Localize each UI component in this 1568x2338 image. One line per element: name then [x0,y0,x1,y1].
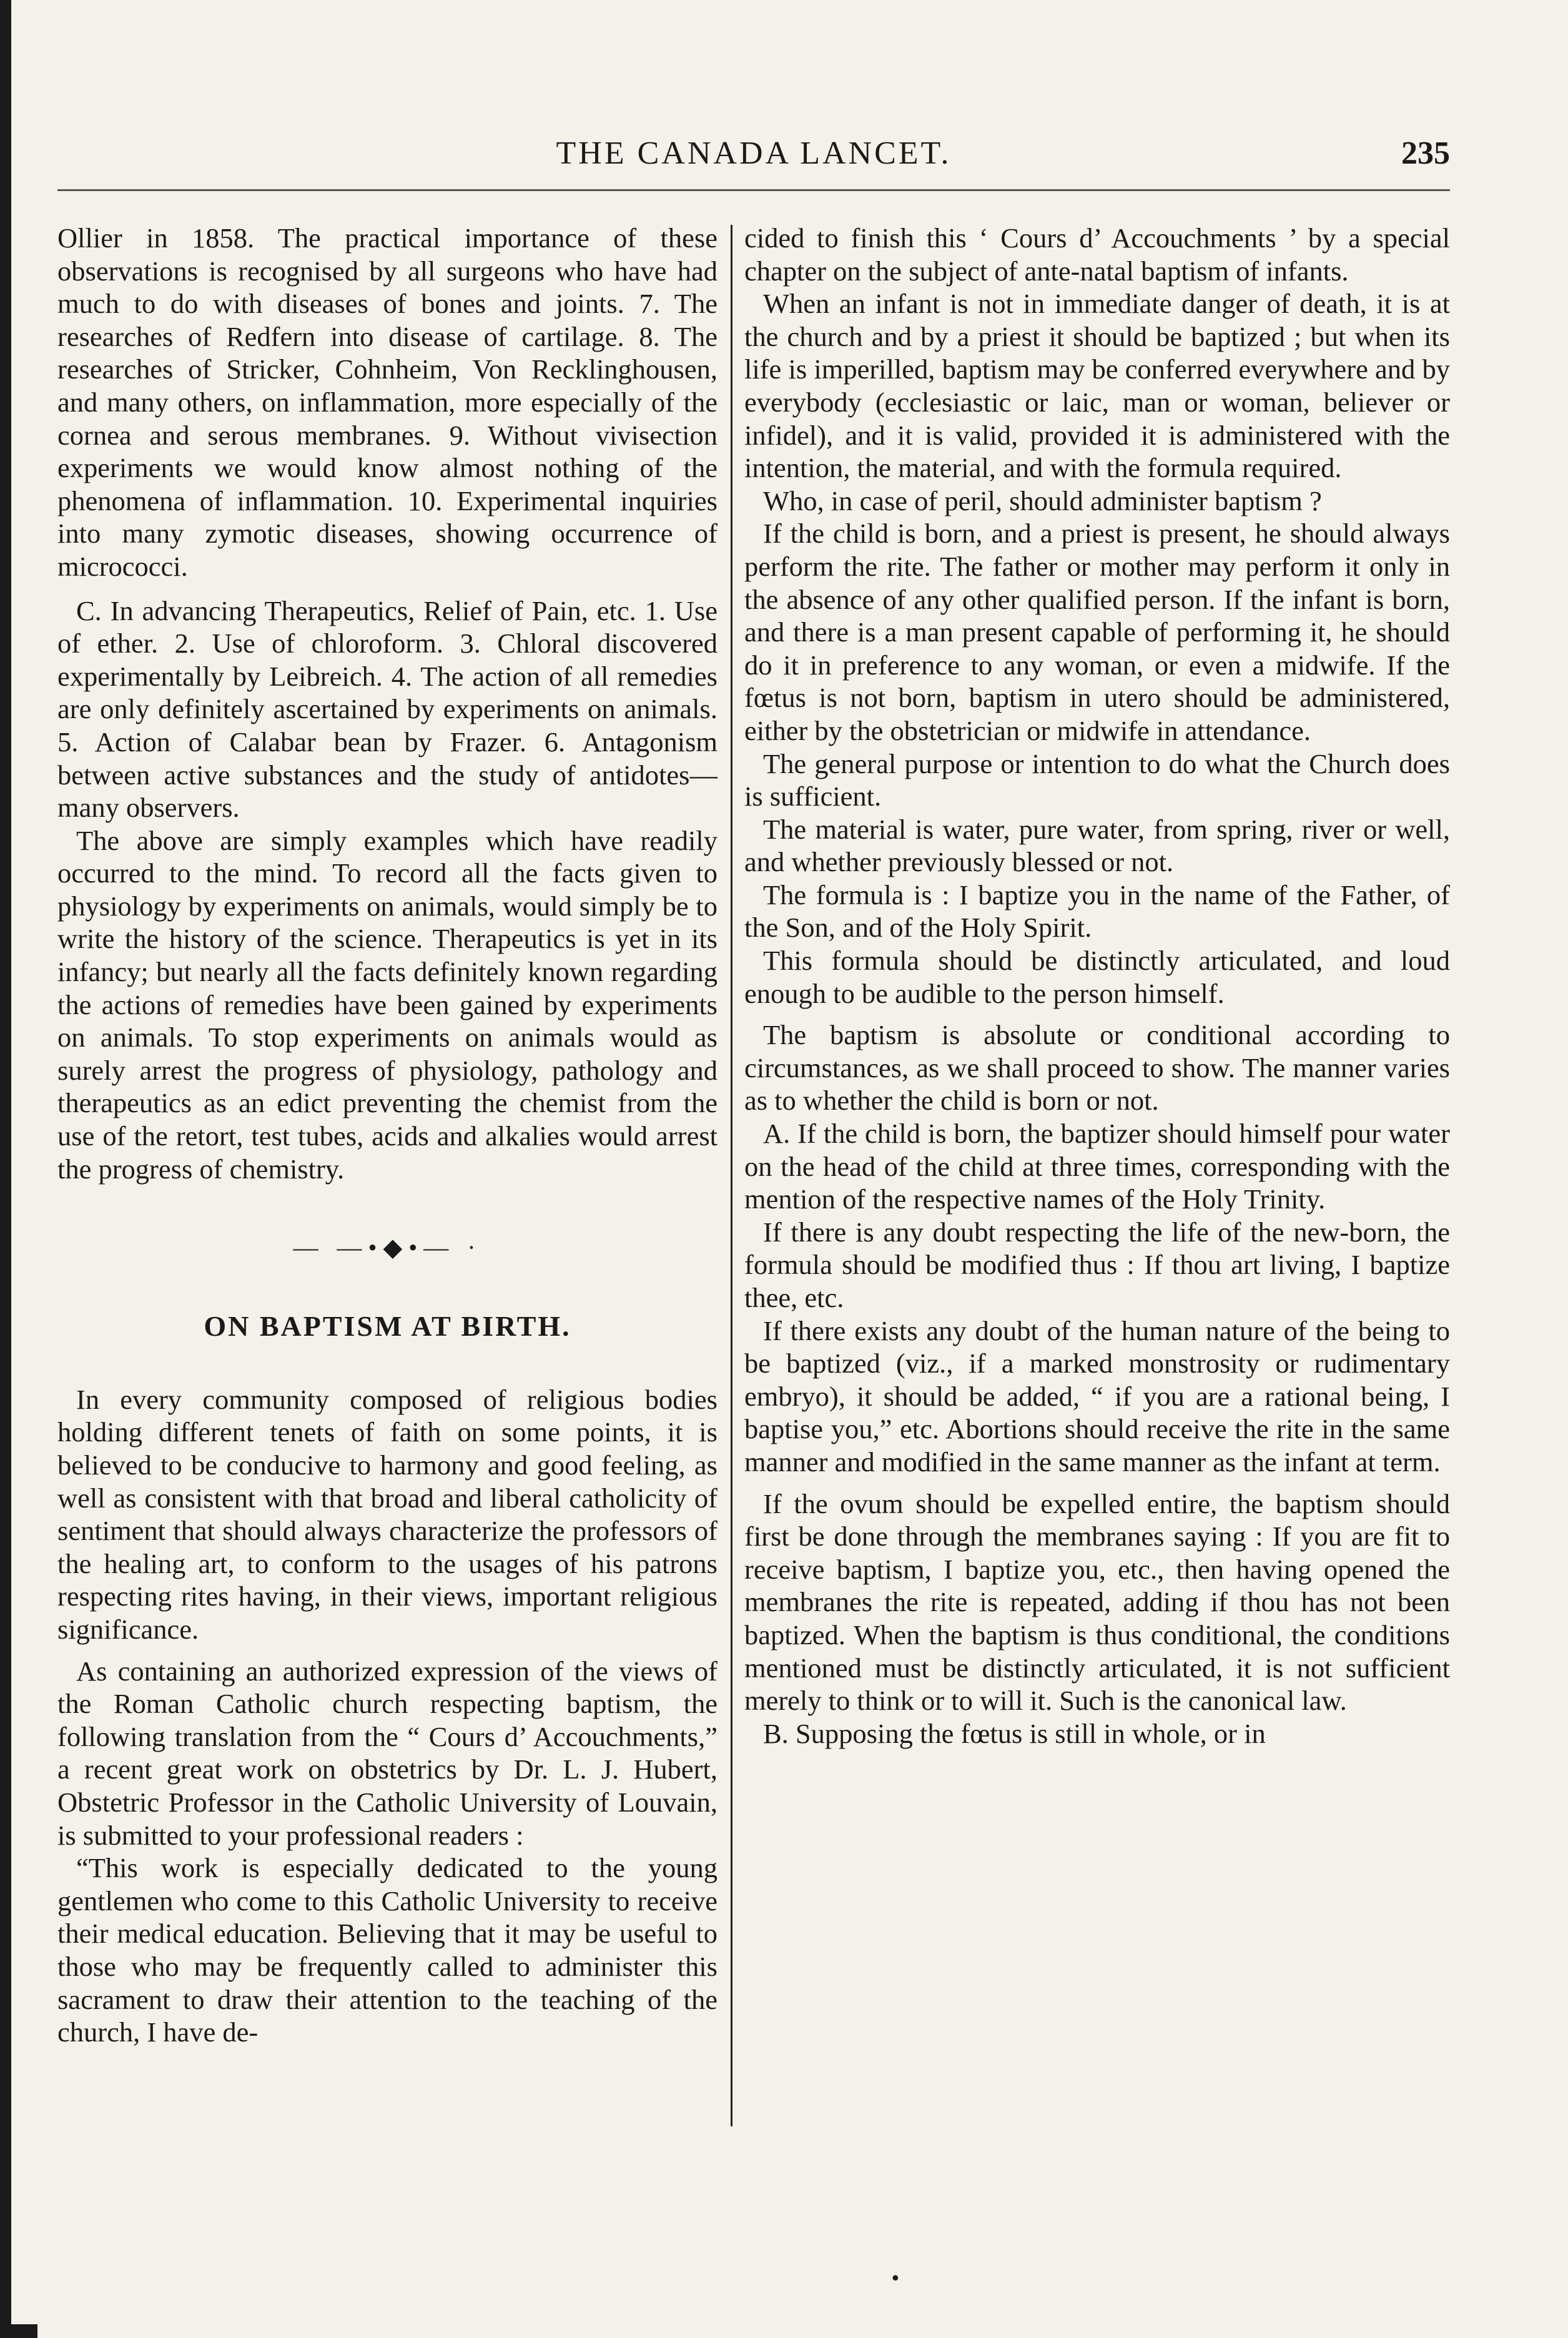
section-divider-ornament: — —•◆•— · [293,1233,482,1262]
paragraph: Ollier in 1858. The practical importance of these observations is recognised by all surgeons who have had much to do with diseases of bones and joints. 7. The researches of Redfern into disease of cartilage. 8. The researches of Stricker, Cohnheim, Von Recklinghousen, and many others, on inflammation, more especially of the cornea and serous membranes. 9. Without vivisection experiments we would know almost nothing of the phenomena of inflammation. 10. Experimental inquiries into many zymotic diseases, showing occurrence of micrococci. [57,222,717,582]
right-column [744,222,1450,1750]
paragraph: B. Supposing the fœtus is still in whole, or in [763,1717,1266,1749]
paragraph-quotation: “This work is especially dedicated to the young gentlemen who come to this Catholic University to receive their medical education. Believing that it may be useful to those who may be frequently called to administer this sacrament to draw their attention to the teaching of the church, I have de- [57,1852,717,2048]
paragraph: This formula should be distinctly articulated, and loud enough to be audible to the person himself. [744,945,1450,1009]
running-head [57,135,1450,185]
paragraph: If there is any doubt respecting the life of the new-born, the formula should be modified thus : If thou art living, I baptize thee, etc. [744,1216,1450,1313]
paragraph: The formula is : I baptize you in the name of the Father, of the Son, and of the Holy Spirit. [744,879,1450,944]
footer-mark: • [890,2268,901,2290]
paragraph: If there exists any doubt of the human nature of the being to be baptized (viz., if a marked monstrosity or rudimentary embryo), it should be added, “ if you are a rational being, I baptise you,” etc. Abortions should receive the rite in the same manner and modified in the same manner as the infant at term. [744,1315,1450,1477]
paragraph: If the child is born, and a priest is present, he should always perform the rite. The father or mother may perform it only in the absence of any other qualified person. If the infant is born, and there is a man present capable of performing it, he should do it in preference to any woman, or even a midwife. If the fœtus is not born, baptism in utero should be administered, either by the obstetrician or midwife in attendance. [744,518,1450,746]
paragraph: Who, in case of peril, should administer baptism ? [763,485,1322,516]
running-title: THE CANADA LANCET. [556,136,952,171]
article-heading: ON BAPTISM AT BIRTH. [204,1310,571,1343]
scan-binding-edge [0,0,11,2338]
paragraph: The baptism is absolute or conditional according to circumstances, as we shall proceed to show. The manner varies as to whether the child is born or not. [744,1019,1450,1117]
paragraph: cided to finish this ‘ Cours d’ Accouchments ’ by a special chapter on the subject of ante-natal baptism of infants. [744,222,1450,287]
header-rule [57,189,1450,191]
left-column [57,222,717,2049]
paragraph: The above are simply examples which have readily occurred to the mind. To record all the facts given to physiology by experiments on animals, would simply be to write the history of the science. Therapeutics is yet in its infancy; but nearly all the facts definitely known regarding the actions of remedies have been gained by experiments on animals. To stop experiments on animals would as surely arrest the progress of physiology, pathology and therapeutics as an edict preventing the chemist from the use of the retort, test tubes, acids and alkalies would arrest the progress of chemistry. [57,824,717,1185]
paragraph: When an infant is not in immediate danger of death, it is at the church and by a priest it should be baptized ; but when its life is imperilled, baptism may be conferred everywhere and by everybody (ecclesiastic or laic, man or woman, believer or infidel), and it is valid, provided it is administered with the intention, the material, and with the formula required. [744,288,1450,484]
paragraph: The general purpose or intention to do what the Church does is sufficient. [744,747,1450,812]
column-divider [731,225,732,2126]
paragraph: If the ovum should be expelled entire, the baptism should first be done through the membranes saying : If you are fit to receive baptism, I baptize you, etc., then having opened the membranes the rite is repeated, adding if thou has not been baptized. When the baptism is thus conditional, the conditions mentioned must be distinctly articulated, it is not sufficient merely to think or to will it. Such is the canonical law. [744,1487,1450,1717]
paragraph-therapeutics: C. In advancing Therapeutics, Relief of Pain, etc. 1. Use of ether. 2. Use of chloroform. 3. Chloral discovered experimentally by Leibreich. 4. The action of all remedies are only definitely ascertained by experiments on animals. 5. Action of Calabar bean by Frazer. 6. Antagonism between active substances and the study of antidotes—many observers. [57,594,717,824]
paragraph: The material is water, pure water, from spring, river or well, and whether previously blessed or not. [744,813,1450,878]
scan-corner-mark [0,2324,37,2338]
paragraph: A. If the child is born, the baptizer should himself pour water on the head of the child at three times, corresponding with the mention of the respective names of the Holy Trinity. [744,1118,1450,1215]
paragraph: As containing an authorized expression of the views of the Roman Catholic church respecting baptism, the following translation from the “ Cours d’ Accouchments,” a recent great work on obstetrics by Dr. L. J. Hubert, Obstetric Professor in the Catholic University of Louvain, is submitted to your professional readers : [57,1655,717,1851]
paragraph: In every community composed of religious bodies holding different tenets of faith on some points, it is believed to be conducive to harmony and good feeling, as well as consistent with that broad and liberal catholicity of sentiment that should always characterize the professors of the healing art, to conform to the usages of his patrons respecting rites having, in their views, important religious significance. [57,1383,717,1645]
page-number: 235 [1401,136,1450,171]
